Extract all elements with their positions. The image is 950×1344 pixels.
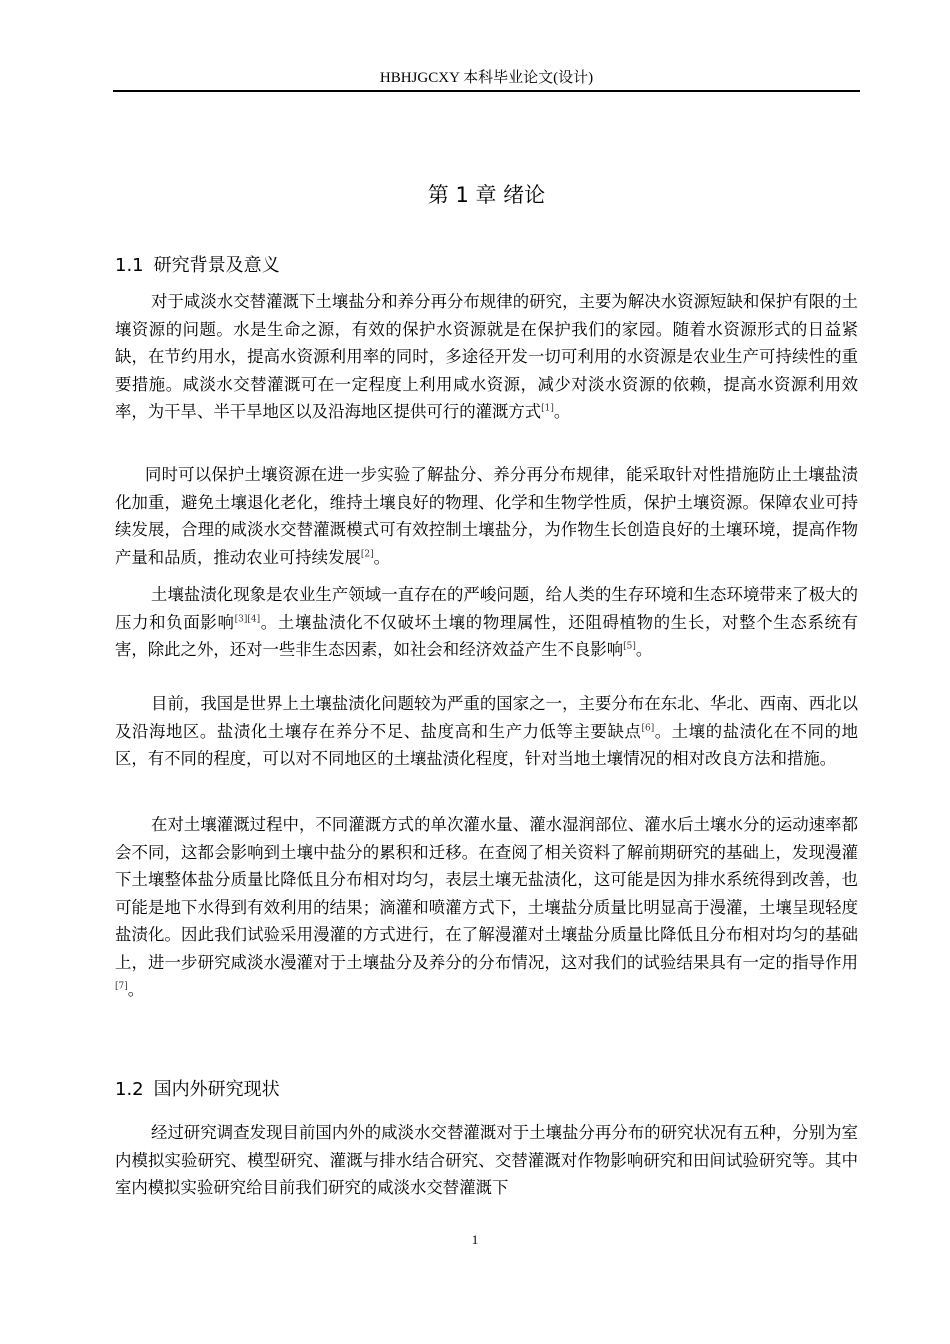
paragraph-6 [115,1119,858,1202]
paragraph-1 [115,288,858,426]
paragraph-end: 。 [635,640,653,659]
paragraph-text: 在对土壤灌溉过程中，不同灌溉方式的单次灌水量、灌水湿润部位、灌水后土壤水分的运动速率都会不同，这都会影响到土壤中盐分的累积和迁移。在查阅了相关资料了解前期研究的基础上，发现漫灌下土壤整体盐分质量比降低且分布相对均匀，表层土壤无盐渍化，这可能是因为排水系统得到改善，也可能是地下水得到有效利用的结果；滴灌和喷灌方式下，土壤盐分质量比明显高于漫灌，土壤呈现轻度盐渍化。因此我们试验采用漫灌的方式进行，在了解漫灌对土壤盐分质量比降低且分布相对均匀的基础上，进一步研究咸淡水漫灌对于土壤盐分及养分的分布情况，这对我们的试验结果具有一定的指导作用 [115,815,858,972]
chapter-title: 第 1 章 绪论 [427,183,546,207]
citation: [2] [360,549,374,560]
citation: [6] [641,723,655,734]
paragraph-text: 经过研究调查发现目前国内外的咸淡水交替灌溉对于土壤盐分再分布的研究状况有五种，分别为室内模拟实验研究、模型研究、灌溉与排水结合研究、交替灌溉对作物影响研究和田间试验研究等。其中室内模拟实验研究给目前我们研究的咸淡水交替灌溉下 [115,1123,858,1197]
paragraph-text: 同时可以保护土壤资源在进一步实验了解盐分、养分再分布规律，能采取针对性措施防止土壤盐渍化加重，避免土壤退化老化，维持土壤良好的物理、化学和生物学性质，保护土壤资源。保障农业可持续发展，合理的咸淡水交替灌溉模式可有效控制土壤盐分，为作物生长创造良好的土壤环境，提高作物产量和品质，推动农业可持续发展 [115,465,858,567]
paragraph-end: 。 [553,402,571,421]
section-title-text: 研究背景及意义 [153,255,280,276]
paragraph-text: 对于咸淡水交替灌溉下土壤盐分和养分再分布规律的研究，主要为解决水资源短缺和保护有限的土壤资源的问题。水是生命之源，有效的保护水资源就是在保护我们的家园。随着水资源形式的日益紧缺，在节约用水，提高水资源利用率的同时，多途径开发一切可利用的水资源是农业生产可持续性的重要措施。咸淡水交替灌溉可在一定程度上利用咸水资源，减少对淡水资源的依赖，提高水资源利用效率，为干旱、半干旱地区以及沿海地区提供可行的灌溉方式 [115,292,858,421]
section-number: 1.2 [115,1079,144,1100]
section-number: 1.1 [115,255,144,276]
page-number: 1 [471,1232,479,1247]
citation: [5] [623,641,636,652]
paragraph-end: 。 [373,547,390,567]
section-heading-1-2 [115,1077,280,1103]
paragraph-3 [115,581,858,664]
running-header: HBHJGCXY 本科毕业论文(设计) [379,70,594,86]
paragraph-text: 。土壤的盐渍化在不同的地区，有不同的程度，可以对不同地区的土壤盐渍化程度，针对当地土壤情况的相对改良方法和措施。 [115,721,859,768]
citation: [3][4] [234,614,261,625]
header-rule [113,90,860,92]
section-title-text: 国内外研究现状 [153,1079,280,1100]
citation: [7] [115,981,128,992]
paragraph-text: 。土壤盐渍化不仅破坏土壤的物理属性，还阻碍植物的生长，对整个生态系统有害，除此之外，还对一些非生态因素，如社会和经济效益产生不良影响 [115,612,859,659]
paragraph-5 [115,811,858,1004]
paragraph-text: 目前，我国是世界上土壤盐渍化问题较为严重的国家之一，主要分布在东北、华北、西南、西北以及沿海地区。盐渍化土壤存在养分不足、盐度高和生产力低等主要缺点 [115,694,858,741]
paragraph-4 [115,690,858,773]
paragraph-text: 土壤盐渍化现象是农业生产领域一直存在的严峻问题，给人类的生存环境和生态环境带来了极大的压力和负面影响 [115,585,858,632]
paragraph-end: 。 [127,980,145,999]
paragraph-2 [115,461,858,571]
citation: [1] [541,403,554,414]
section-heading-1-1 [115,253,280,279]
